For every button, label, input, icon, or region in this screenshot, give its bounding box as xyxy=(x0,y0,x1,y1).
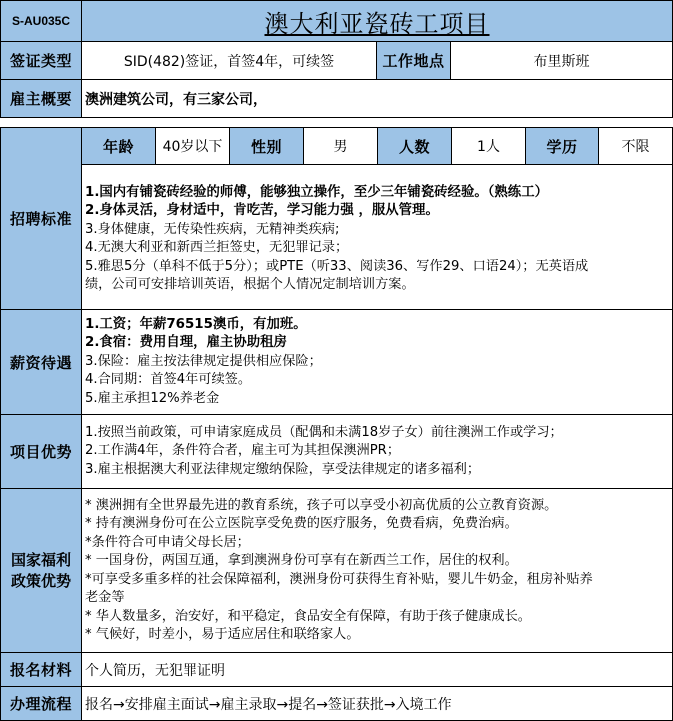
welfare-item: * 一国身份，两国互通，拿到澳洲身份可享有在新西兰工作，居住的权利。 xyxy=(85,553,518,568)
advantage-item: 2.工作满4年，条件符合者，雇主可为其担保澳洲PR； xyxy=(85,443,401,459)
welfare-list xyxy=(81,488,673,653)
welfare-item: *可享受多重多样的社会保障福利，澳洲身份可获得生育补贴，婴儿牛奶金，租房补贴养 xyxy=(85,571,593,587)
headcount-label: 人数 xyxy=(377,127,452,165)
welfare-item: * 气候好，时差小，易于适应居住和联络家人。 xyxy=(85,627,360,642)
salary-item: 5.雇主承担12%养老金 xyxy=(85,390,220,406)
gender-label: 性别 xyxy=(229,127,304,165)
welfare-item: * 华人数量多，治安好，和平稳定，食品安全有保障，有助于孩子健康成长。 xyxy=(85,608,531,624)
age-value: 40岁以下 xyxy=(155,127,230,165)
salary-list xyxy=(81,309,673,415)
welfare-item: * 持有澳洲身份可在公立医院享受免费的医疗服务，免费看病，免费治病。 xyxy=(85,516,518,531)
requirements-list xyxy=(81,164,673,310)
requirement-item: 3.身体健康，无传染性疾病，无精神类疾病; xyxy=(85,221,340,237)
education-value: 不限 xyxy=(598,127,673,165)
page-title: 澳大利亚瓷砖工项目 xyxy=(81,0,673,42)
project-code: S-AU035C xyxy=(0,0,82,42)
salary-label: 薪资待遇 xyxy=(0,309,82,415)
advantage-item: 1.按照当前政策，可申请家庭成员（配偶和未满18岁子女）前往澳洲工作或学习； xyxy=(85,424,563,440)
gender-value: 男 xyxy=(303,127,378,165)
process-value: 报名→安排雇主面试→雇主录取→提名→签证获批→入境工作 xyxy=(81,686,673,721)
salary-item: 1.工资；年薪76515澳币，有加班。 xyxy=(85,316,307,332)
welfare-item: * 澳洲拥有全世界最先进的教育系统，孩子可以享受小初高优质的公立教育资源。 xyxy=(85,497,558,513)
age-label: 年龄 xyxy=(81,127,156,165)
advantages-label: 项目优势 xyxy=(0,414,82,489)
welfare-item: *条件符合可申请父母长居； xyxy=(85,534,250,550)
salary-item: 2.食宿：费用自理，雇主协助租房 xyxy=(85,335,287,351)
materials-value: 个人简历，无犯罪证明 xyxy=(81,652,673,687)
requirement-item: 4.无澳大利亚和新西兰拒签史，无犯罪记录； xyxy=(85,240,349,255)
salary-item: 4.合同期：首签4年可续签。 xyxy=(85,372,252,388)
employer-label: 雇主概要 xyxy=(0,79,82,118)
materials-label: 报名材料 xyxy=(0,652,82,687)
employer-value: 澳洲建筑公司，有三家公司， xyxy=(81,79,673,118)
requirements-label: 招聘标准 xyxy=(0,127,82,310)
work-location-label: 工作地点 xyxy=(376,41,451,80)
headcount-value: 1人 xyxy=(451,127,526,165)
education-label: 学历 xyxy=(525,127,599,165)
visa-type-value: SID(482)签证，首签4年，可续签 xyxy=(81,41,377,80)
requirement-item: 绩，公司可安排培训英语，根据个人情况定制培训方案。 xyxy=(85,277,415,292)
welfare-label xyxy=(0,488,82,653)
advantage-item: 3.雇主根据澳大利亚法律规定缴纳保险，享受法律规定的诸多福利； xyxy=(85,461,481,477)
requirement-item: 1.国内有铺瓷砖经验的师傅，能够独立操作，至少三年铺瓷砖经验。（熟练工） xyxy=(85,184,548,200)
welfare-label-line1: 国家福利 xyxy=(10,550,71,569)
requirement-item: 5.雅思5分（单科不低于5分）；或PTE（听33、阅读36、写作29、口语24）；无英语成 xyxy=(85,258,589,274)
welfare-label-line2: 政策优势 xyxy=(10,571,71,590)
welfare-item: 老金等 xyxy=(85,590,125,605)
salary-item: 3.保险：雇主按法律规定提供相应保险； xyxy=(85,353,322,369)
visa-type-label: 签证类型 xyxy=(0,41,82,80)
requirement-item: 2.身体灵活，身材适中，肯吃苦，学习能力强 ，服从管理。 xyxy=(85,203,439,218)
process-label: 办理流程 xyxy=(0,686,82,721)
advantages-list xyxy=(81,414,673,489)
work-location-value: 布里斯班 xyxy=(450,41,673,80)
